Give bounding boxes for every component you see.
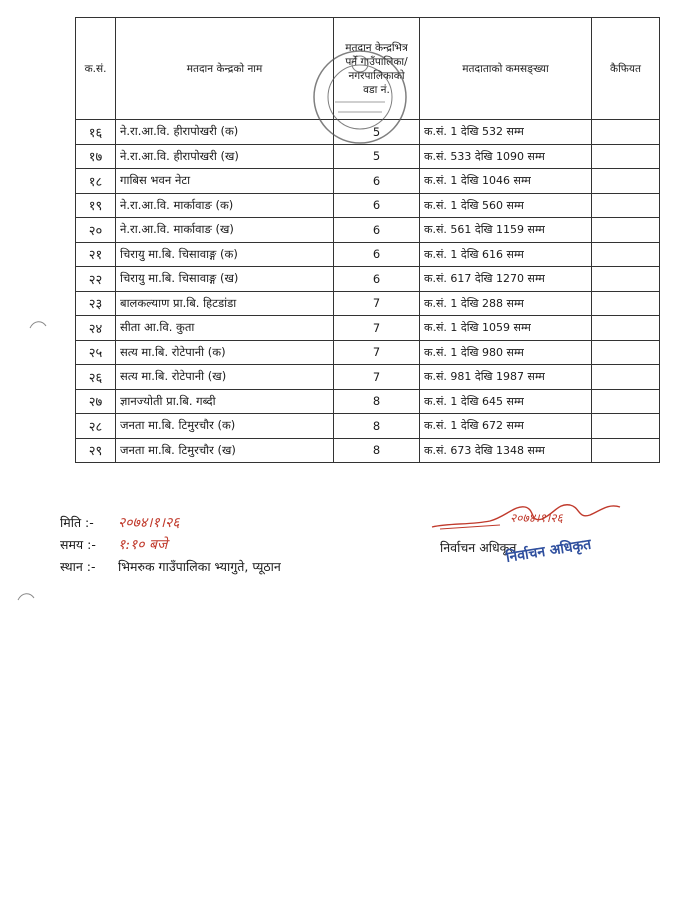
row-center-name: ने.रा.आ.वि. हीरापोखरी (क) — [116, 120, 334, 145]
row-serial: २६ — [76, 365, 116, 390]
row-remark — [592, 144, 660, 169]
row-ward: 8 — [334, 389, 420, 414]
punch-mark-icon — [16, 590, 36, 602]
date-value: २०७४।१।२६ — [118, 515, 180, 531]
row-voter-range: क.सं. 1 देखि 980 सम्म — [420, 340, 592, 365]
table-header-row — [76, 18, 660, 120]
header-ward: मतदान केन्द्रभित्र पर्ने गाउँपालिका/ नगरपालिकाको वडा नं. — [334, 18, 420, 120]
row-ward: 6 — [334, 169, 420, 194]
header-voter-range: मतदाताको कमसङ्ख्या — [420, 18, 592, 120]
row-serial: १८ — [76, 169, 116, 194]
row-center-name: ने.रा.आ.वि. हीरापोखरी (ख) — [116, 144, 334, 169]
row-serial: २८ — [76, 414, 116, 439]
officer-seal-text: निर्वाचन अधिकृत — [504, 536, 593, 566]
footer-info — [60, 512, 281, 577]
polling-centers-table — [75, 17, 660, 463]
table-row — [76, 389, 660, 414]
row-remark — [592, 218, 660, 243]
date-row — [60, 512, 281, 534]
table-row — [76, 365, 660, 390]
row-ward: 6 — [334, 218, 420, 243]
row-voter-range: क.सं. 1 देखि 645 सम्म — [420, 389, 592, 414]
row-remark — [592, 169, 660, 194]
place-row — [60, 556, 281, 577]
place-label: स्थान :- — [60, 559, 96, 574]
row-serial: १६ — [76, 120, 116, 145]
row-remark — [592, 365, 660, 390]
row-serial: २५ — [76, 340, 116, 365]
row-serial: २१ — [76, 242, 116, 267]
row-remark — [592, 438, 660, 463]
row-remark — [592, 267, 660, 292]
row-center-name: ने.रा.आ.वि. मार्कावाङ (ख) — [116, 218, 334, 243]
header-center-name: मतदान केन्द्रको नाम — [116, 18, 334, 120]
row-center-name: जनता मा.बि. टिमुरचौर (क) — [116, 414, 334, 439]
row-remark — [592, 291, 660, 316]
row-remark — [592, 316, 660, 341]
row-center-name: ने.रा.आ.वि. मार्कावाङ (क) — [116, 193, 334, 218]
header-remarks: कैफियत — [592, 18, 660, 120]
row-ward: 7 — [334, 291, 420, 316]
row-voter-range: क.सं. 617 देखि 1270 सम्म — [420, 267, 592, 292]
row-remark — [592, 242, 660, 267]
table-row — [76, 144, 660, 169]
row-serial: १७ — [76, 144, 116, 169]
date-label: मिति :- — [60, 515, 94, 530]
row-voter-range: क.सं. 1 देखि 672 सम्म — [420, 414, 592, 439]
row-ward: 5 — [334, 144, 420, 169]
table-row — [76, 169, 660, 194]
row-remark — [592, 120, 660, 145]
time-row — [60, 534, 281, 556]
row-center-name: सीता आ.वि. कुता — [116, 316, 334, 341]
table-row — [76, 218, 660, 243]
row-serial: १९ — [76, 193, 116, 218]
table-row — [76, 291, 660, 316]
row-ward: 6 — [334, 267, 420, 292]
row-serial: २२ — [76, 267, 116, 292]
header-serial: क.सं. — [76, 18, 116, 120]
table-row — [76, 438, 660, 463]
row-center-name: ज्ञानज्योती प्रा.बि. गब्दी — [116, 389, 334, 414]
row-voter-range: क.सं. 1 देखि 532 सम्म — [420, 120, 592, 145]
row-ward: 7 — [334, 316, 420, 341]
row-center-name: गाबिस भवन नेटा — [116, 169, 334, 194]
row-ward: 6 — [334, 242, 420, 267]
row-center-name: जनता मा.बि. टिमुरचौर (ख) — [116, 438, 334, 463]
row-voter-range: क.सं. 1 देखि 288 सम्म — [420, 291, 592, 316]
row-ward: 7 — [334, 365, 420, 390]
row-ward: 6 — [334, 193, 420, 218]
table-row — [76, 340, 660, 365]
punch-mark-icon — [28, 318, 48, 330]
row-voter-range: क.सं. 533 देखि 1090 सम्म — [420, 144, 592, 169]
row-serial: २९ — [76, 438, 116, 463]
table-row — [76, 120, 660, 145]
row-voter-range: क.सं. 981 देखि 1987 सम्म — [420, 365, 592, 390]
table-row — [76, 193, 660, 218]
place-value: भिमरुक गाउँपालिका भ्यागुते, प्यूठान — [118, 559, 281, 574]
row-remark — [592, 414, 660, 439]
officer-title: निर्वाचन अधिकृत — [440, 540, 517, 555]
row-center-name: चिरायु मा.बि. चिसावाङ्ग (ख) — [116, 267, 334, 292]
row-serial: २० — [76, 218, 116, 243]
signature-date: २०७४।१।२६ — [510, 511, 563, 525]
row-voter-range: क.सं. 1 देखि 1059 सम्म — [420, 316, 592, 341]
row-center-name: सत्य मा.बि. रोटेपानी (क) — [116, 340, 334, 365]
row-serial: २७ — [76, 389, 116, 414]
table-row — [76, 267, 660, 292]
row-serial: २३ — [76, 291, 116, 316]
table-row — [76, 316, 660, 341]
row-center-name: बालकल्याण प्रा.बि. हिटडांडा — [116, 291, 334, 316]
row-ward: 8 — [334, 438, 420, 463]
table-body — [76, 120, 660, 463]
row-voter-range: क.सं. 1 देखि 560 सम्म — [420, 193, 592, 218]
row-center-name: चिरायु मा.बि. चिसावाङ्ग (क) — [116, 242, 334, 267]
row-voter-range: क.सं. 1 देखि 616 सम्म — [420, 242, 592, 267]
time-value: १:१० बजे — [118, 537, 168, 553]
row-serial: २४ — [76, 316, 116, 341]
row-remark — [592, 389, 660, 414]
row-voter-range: क.सं. 673 देखि 1348 सम्म — [420, 438, 592, 463]
table-row — [76, 414, 660, 439]
row-remark — [592, 193, 660, 218]
row-ward: 8 — [334, 414, 420, 439]
row-remark — [592, 340, 660, 365]
table-row — [76, 242, 660, 267]
row-voter-range: क.सं. 561 देखि 1159 सम्म — [420, 218, 592, 243]
row-voter-range: क.सं. 1 देखि 1046 सम्म — [420, 169, 592, 194]
row-center-name: सत्य मा.बि. रोटेपानी (ख) — [116, 365, 334, 390]
row-ward: 5 — [334, 120, 420, 145]
time-label: समय :- — [60, 537, 96, 552]
row-ward: 7 — [334, 340, 420, 365]
